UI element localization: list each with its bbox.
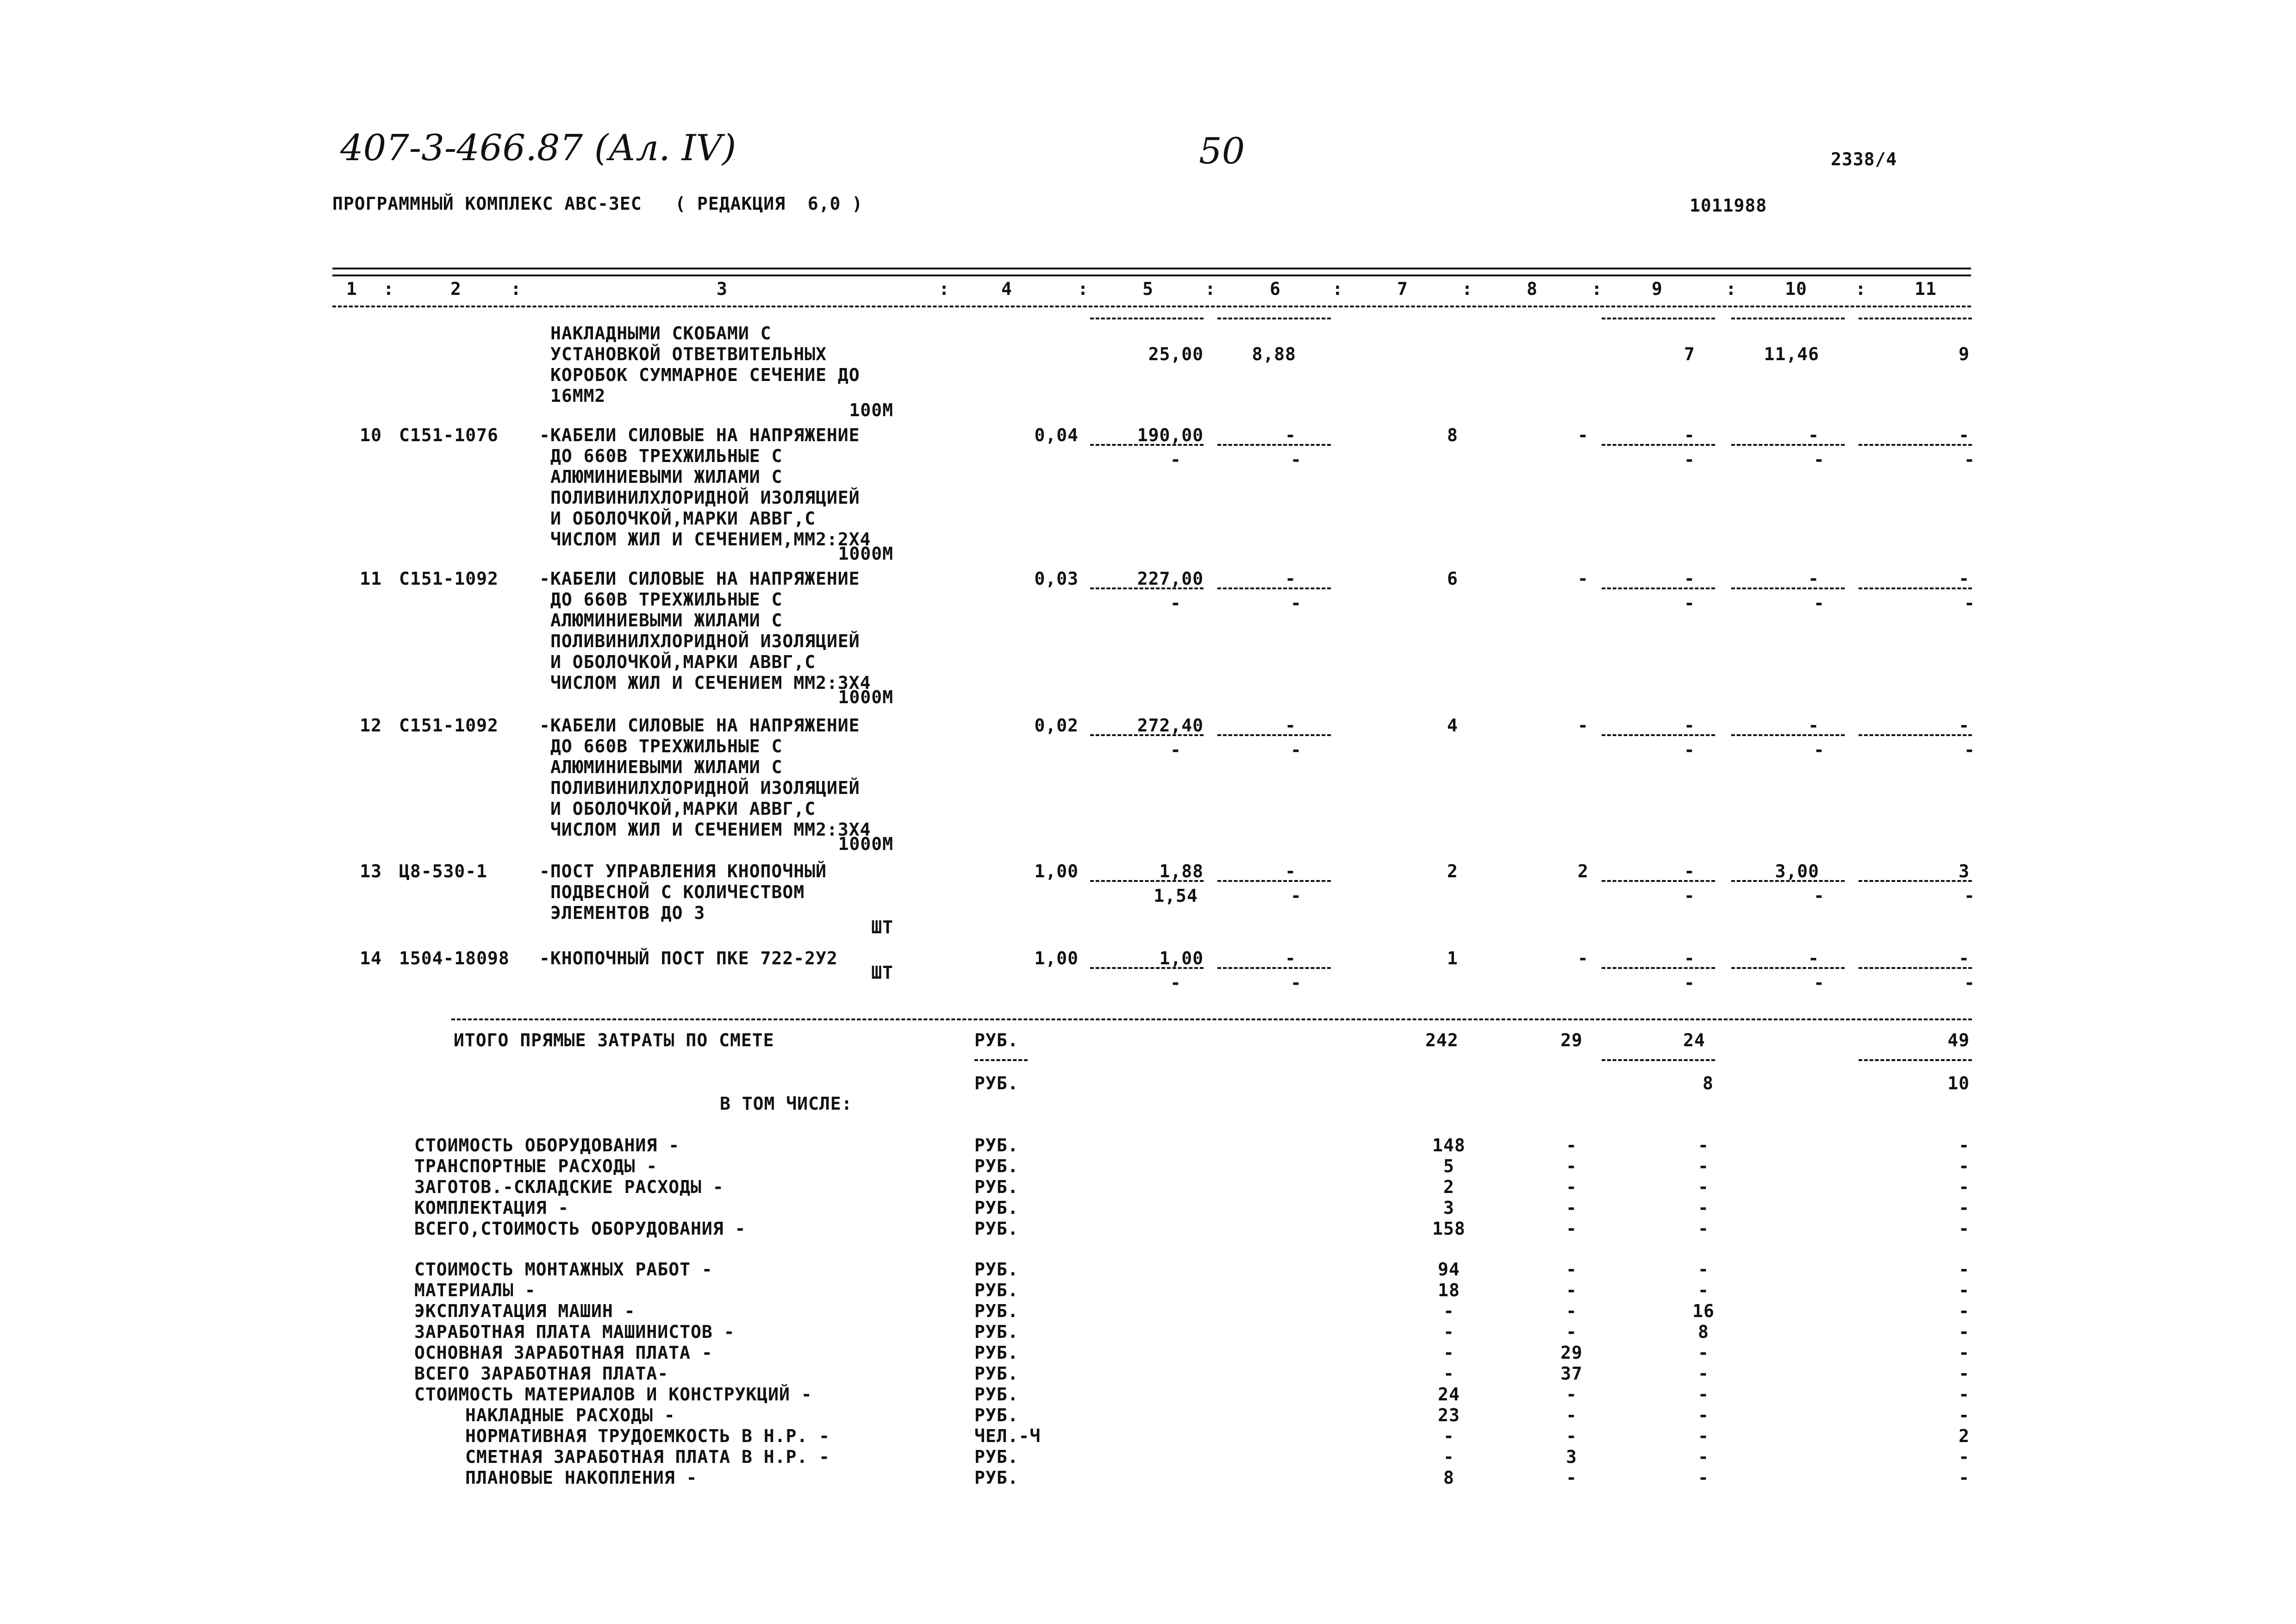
summary-col-9: 8 [1698, 1322, 1709, 1342]
total-sub-rule [1859, 1059, 1972, 1061]
item-code: С151-1092 [399, 568, 499, 589]
summary-unit: РУБ. [974, 1218, 1019, 1239]
sub-value-col-6: - [1291, 886, 1302, 906]
item-description-line: ПОЛИВИНИЛХЛОРИДНОЙ ИЗОЛЯЦИЕЙ [550, 487, 860, 508]
summary-col-8: - [1566, 1198, 1577, 1218]
value-col-10: - [1808, 425, 1819, 445]
item-description-line: -КАБЕЛИ СИЛОВЫЕ НА НАПРЯЖЕНИЕ [539, 715, 860, 736]
column-header-6: 6 [1270, 279, 1281, 299]
total-unit: РУБ. [974, 1030, 1019, 1050]
summary-col-7: - [1443, 1426, 1454, 1446]
summary-unit: РУБ. [974, 1447, 1019, 1467]
value-col-4: 1,00 [1034, 861, 1079, 881]
summary-unit: РУБ. [974, 1363, 1019, 1384]
sub-value-col-6: - [1291, 740, 1302, 760]
item-description-line: АЛЮМИНИЕВЫМИ ЖИЛАМИ С [550, 610, 783, 631]
value-col-9: 7 [1684, 344, 1695, 364]
value-rule [1090, 444, 1204, 446]
item-description-line: -КНОПОЧНЫЙ ПОСТ ПКЕ 722-2У2 [539, 948, 838, 968]
summary-label: ВСЕГО,СТОИМОСТЬ ОБОРУДОВАНИЯ - [414, 1218, 746, 1239]
value-col-9: - [1684, 861, 1695, 881]
item-description-line: АЛЮМИНИЕВЫМИ ЖИЛАМИ С [550, 757, 783, 777]
summary-col-7: - [1443, 1343, 1454, 1363]
value-col-11: - [1959, 425, 1970, 445]
summary-unit: РУБ. [974, 1259, 1019, 1280]
value-col-4: 0,02 [1034, 715, 1079, 736]
item-unit: 1000М [838, 543, 893, 564]
summary-col-11: - [1959, 1198, 1970, 1218]
sub-value-col-9: - [1684, 450, 1695, 470]
value-col-5: 1,00 [1159, 948, 1204, 968]
item-description-line: ЧИСЛОМ ЖИЛ И СЕЧЕНИЕМ ММ2:3Х4 [550, 673, 871, 693]
summary-col-9: - [1698, 1468, 1709, 1488]
summary-unit: РУБ. [974, 1301, 1019, 1321]
summary-col-9: - [1698, 1343, 1709, 1363]
item-number: 12 [360, 715, 382, 736]
column-header-9: 9 [1652, 279, 1663, 299]
summary-col-8: - [1566, 1384, 1577, 1405]
value-col-5: 25,00 [1148, 344, 1204, 364]
item-unit: 100М [849, 400, 893, 420]
item-description-line: -ПОСТ УПРАВЛЕНИЯ КНОПОЧНЫЙ [539, 861, 827, 881]
summary-label: ЗАРАБОТНАЯ ПЛАТА МАШИНИСТОВ - [414, 1322, 735, 1342]
summary-col-9: - [1698, 1135, 1709, 1156]
value-rule [1217, 587, 1331, 589]
sheet-code: 2338/4 [1831, 149, 1897, 169]
summary-unit: РУБ. [974, 1135, 1019, 1156]
value-rule [1090, 967, 1204, 969]
summary-col-7: 2 [1443, 1177, 1454, 1197]
program-title: ПРОГРАММНЫЙ КОМПЛЕКС АВС-3ЕС ( РЕДАКЦИЯ 6,0 ) [332, 194, 863, 214]
sub-value-col-9: - [1684, 973, 1695, 993]
summary-col-8: 29 [1560, 1343, 1583, 1363]
summary-unit: ЧЕЛ.-Ч [974, 1426, 1041, 1446]
value-col-5: 1,88 [1159, 861, 1204, 881]
summary-col-8: - [1566, 1156, 1577, 1176]
value-col-9: - [1684, 425, 1695, 445]
column-separator: : [1332, 279, 1343, 299]
value-col-6: - [1285, 568, 1296, 589]
summary-label: МАТЕРИАЛЫ - [414, 1280, 536, 1300]
document-number: 407-3-466.87 (Ал. IV) [340, 127, 736, 169]
value-col-6: - [1285, 715, 1296, 736]
summary-col-8: - [1566, 1426, 1577, 1446]
sub-value-col-9: - [1684, 740, 1695, 760]
item-description-line: ЧИСЛОМ ЖИЛ И СЕЧЕНИЕМ ММ2:3Х4 [550, 819, 871, 840]
sub-value-col-11: - [1964, 886, 1975, 906]
summary-label: СТОИМОСТЬ ОБОРУДОВАНИЯ - [414, 1135, 680, 1156]
summary-col-7: 158 [1432, 1218, 1466, 1239]
value-rule [1602, 880, 1715, 882]
summary-col-7: - [1443, 1363, 1454, 1384]
value-rule [1090, 880, 1204, 882]
value-col-7: 2 [1447, 861, 1458, 881]
summary-col-9: - [1698, 1259, 1709, 1280]
summary-label: НАКЛАДНЫЕ РАСХОДЫ - [465, 1405, 675, 1425]
item-unit: ШТ [871, 962, 893, 983]
value-col-8: - [1578, 948, 1589, 968]
summary-unit: РУБ. [974, 1343, 1019, 1363]
value-rule [1217, 967, 1331, 969]
column-header-11: 11 [1915, 279, 1937, 299]
value-rule [1602, 734, 1715, 736]
value-col-11: - [1959, 715, 1970, 736]
value-col-5: 190,00 [1137, 425, 1204, 445]
value-col-9: - [1684, 568, 1695, 589]
totals-rule [451, 1018, 1972, 1020]
value-rule [1602, 967, 1715, 969]
item-unit: 1000М [838, 687, 893, 707]
column-separator: : [1205, 279, 1216, 299]
sub-value-col-5: - [1170, 740, 1181, 760]
item-description-line: ЧИСЛОМ ЖИЛ И СЕЧЕНИЕМ,ММ2:2Х4 [550, 529, 871, 550]
summary-col-8: 37 [1560, 1363, 1583, 1384]
value-rule [1859, 318, 1972, 319]
summary-col-7: 148 [1432, 1135, 1466, 1156]
sub-value-col-10: - [1814, 593, 1825, 613]
value-rule [1602, 587, 1715, 589]
column-header-1: 1 [346, 279, 357, 299]
value-rule [1731, 444, 1845, 446]
value-col-8: - [1578, 425, 1589, 445]
summary-col-11: - [1959, 1156, 1970, 1176]
summary-col-8: - [1566, 1218, 1577, 1239]
column-separator: : [1078, 279, 1089, 299]
summary-col-8: - [1566, 1177, 1577, 1197]
summary-col-7: 94 [1438, 1259, 1460, 1280]
column-header-7: 7 [1397, 279, 1408, 299]
value-rule [1217, 880, 1331, 882]
item-description-line: ПОЛИВИНИЛХЛОРИДНОЙ ИЗОЛЯЦИЕЙ [550, 631, 860, 651]
sub-value-col-5: - [1170, 450, 1181, 470]
value-col-11: - [1959, 948, 1970, 968]
summary-label: ЗАГОТОВ.-СКЛАДСКИЕ РАСХОДЫ - [414, 1177, 724, 1197]
summary-col-11: - [1959, 1405, 1970, 1425]
column-separator: : [939, 279, 950, 299]
sub-value-col-6: - [1291, 450, 1302, 470]
summary-col-11: - [1959, 1301, 1970, 1321]
value-col-7: 4 [1447, 715, 1458, 736]
item-description-line: ПОДВЕСНОЙ С КОЛИЧЕСТВОМ [550, 882, 805, 902]
item-description-line: -КАБЕЛИ СИЛОВЫЕ НА НАПРЯЖЕНИЕ [539, 568, 860, 589]
item-description-line: И ОБОЛОЧКОЙ,МАРКИ АВВГ,С [550, 799, 816, 819]
item-code: 1504-18098 [399, 948, 510, 968]
value-col-4: 1,00 [1034, 948, 1079, 968]
summary-col-9: - [1698, 1177, 1709, 1197]
value-col-6: - [1285, 425, 1296, 445]
summary-label: ПЛАНОВЫЕ НАКОПЛЕНИЯ - [465, 1468, 698, 1488]
item-unit: ШТ [871, 917, 893, 937]
summary-unit: РУБ. [974, 1468, 1019, 1488]
summary-unit: РУБ. [974, 1384, 1019, 1405]
summary-col-9: - [1698, 1280, 1709, 1300]
sub-value-col-10: - [1814, 973, 1825, 993]
column-header-3: 3 [717, 279, 728, 299]
item-code: С151-1092 [399, 715, 499, 736]
summary-label: СМЕТНАЯ ЗАРАБОТНАЯ ПЛАТА В Н.Р. - [465, 1447, 830, 1467]
value-col-8: 2 [1578, 861, 1589, 881]
sub-value-col-10: - [1814, 740, 1825, 760]
summary-col-7: 8 [1443, 1468, 1454, 1488]
value-rule [1859, 880, 1972, 882]
value-col-7: 1 [1447, 948, 1458, 968]
summary-col-8: - [1566, 1468, 1577, 1488]
item-number: 13 [360, 861, 382, 881]
value-rule [1217, 318, 1331, 319]
value-rule [1859, 444, 1972, 446]
sub-value-col-5: 1,54 [1154, 886, 1198, 906]
item-description-line: ДО 660В ТРЕХЖИЛЬНЫЕ С [550, 589, 783, 610]
summary-label: НОРМАТИВНАЯ ТРУДОЕМКОСТЬ В Н.Р. - [465, 1426, 830, 1446]
item-description-line: 16ММ2 [550, 386, 606, 406]
value-col-5: 227,00 [1137, 568, 1204, 589]
total-label: ИТОГО ПРЯМЫЕ ЗАТРАТЫ ПО СМЕТЕ [454, 1030, 774, 1050]
summary-col-8: - [1566, 1135, 1577, 1156]
summary-col-8: - [1566, 1259, 1577, 1280]
total-unit-2: РУБ. [974, 1073, 1019, 1093]
total-unit-rule [974, 1059, 1028, 1061]
column-separator: : [1855, 279, 1866, 299]
column-header-10: 10 [1785, 279, 1807, 299]
table-top-rule [332, 268, 1971, 269]
summary-label: СТОИМОСТЬ МАТЕРИАЛОВ И КОНСТРУКЦИЙ - [414, 1384, 812, 1405]
sub-value-col-6: - [1291, 973, 1302, 993]
summary-col-7: 5 [1443, 1156, 1454, 1176]
summary-label: СТОИМОСТЬ МОНТАЖНЫХ РАБОТ - [414, 1259, 713, 1280]
summary-col-7: - [1443, 1447, 1454, 1467]
value-col-10: 11,46 [1764, 344, 1819, 364]
item-code: Ц8-530-1 [399, 861, 488, 881]
value-col-10: - [1808, 948, 1819, 968]
item-description-line: НАКЛАДНЫМИ СКОБАМИ С [550, 323, 772, 344]
summary-label: ЭКСПЛУАТАЦИЯ МАШИН - [414, 1301, 636, 1321]
summary-col-11: - [1959, 1218, 1970, 1239]
sub-value-col-11: - [1964, 740, 1975, 760]
total-sub-col-11: 10 [1947, 1073, 1970, 1093]
summary-col-11: - [1959, 1322, 1970, 1342]
column-header-8: 8 [1527, 279, 1538, 299]
summary-col-7: 3 [1443, 1198, 1454, 1218]
value-col-11: 9 [1959, 344, 1970, 364]
value-col-10: - [1808, 568, 1819, 589]
item-number: 14 [360, 948, 382, 968]
summary-unit: РУБ. [974, 1322, 1019, 1342]
summary-col-11: - [1959, 1468, 1970, 1488]
value-rule [1602, 318, 1715, 319]
value-rule [1090, 734, 1204, 736]
total-col-7: 242 [1425, 1030, 1459, 1050]
summary-col-7: 23 [1438, 1405, 1460, 1425]
total-sub-rule [1602, 1059, 1715, 1061]
summary-col-8: - [1566, 1280, 1577, 1300]
sub-value-col-10: - [1814, 450, 1825, 470]
summary-col-8: 3 [1566, 1447, 1577, 1467]
value-rule [1602, 444, 1715, 446]
value-col-7: 8 [1447, 425, 1458, 445]
sub-value-col-10: - [1814, 886, 1825, 906]
summary-col-11: - [1959, 1384, 1970, 1405]
column-header-2: 2 [450, 279, 462, 299]
item-number: 10 [360, 425, 382, 445]
item-description-line: ДО 660В ТРЕХЖИЛЬНЫЕ С [550, 736, 783, 756]
summary-col-9: - [1698, 1198, 1709, 1218]
value-col-4: 0,04 [1034, 425, 1079, 445]
total-col-9: 24 [1683, 1030, 1705, 1050]
value-rule [1859, 734, 1972, 736]
summary-col-8: - [1566, 1322, 1577, 1342]
column-separator: : [383, 279, 394, 299]
page-number: 50 [1199, 131, 1245, 172]
value-col-6: 8,88 [1252, 344, 1296, 364]
item-number: 11 [360, 568, 382, 589]
summary-col-11: - [1959, 1135, 1970, 1156]
value-col-5: 272,40 [1137, 715, 1204, 736]
value-col-11: 3 [1959, 861, 1970, 881]
summary-col-11: - [1959, 1343, 1970, 1363]
value-rule [1731, 318, 1845, 319]
summary-col-9: - [1698, 1384, 1709, 1405]
summary-unit: РУБ. [974, 1405, 1019, 1425]
value-col-8: - [1578, 568, 1589, 589]
value-col-7: 6 [1447, 568, 1458, 589]
summary-col-7: - [1443, 1322, 1454, 1342]
summary-col-11: - [1959, 1259, 1970, 1280]
value-rule [1090, 587, 1204, 589]
header-bottom-rule [332, 306, 1971, 307]
value-col-10: - [1808, 715, 1819, 736]
item-description-line: ПОЛИВИНИЛХЛОРИДНОЙ ИЗОЛЯЦИЕЙ [550, 778, 860, 798]
column-separator: : [1591, 279, 1603, 299]
sub-value-col-6: - [1291, 593, 1302, 613]
total-col-8: 29 [1560, 1030, 1583, 1050]
sub-value-col-11: - [1964, 593, 1975, 613]
value-rule [1859, 587, 1972, 589]
summary-col-11: - [1959, 1177, 1970, 1197]
total-sub-col-9: 8 [1703, 1073, 1714, 1093]
value-col-11: - [1959, 568, 1970, 589]
value-col-10: 3,00 [1775, 861, 1819, 881]
summary-label: КОМПЛЕКТАЦИЯ - [414, 1198, 569, 1218]
summary-col-8: - [1566, 1301, 1577, 1321]
item-description-line: -КАБЕЛИ СИЛОВЫЕ НА НАПРЯЖЕНИЕ [539, 425, 860, 445]
sub-value-col-5: - [1170, 973, 1181, 993]
summary-col-11: - [1959, 1363, 1970, 1384]
summary-col-9: 16 [1692, 1301, 1715, 1321]
summary-col-7: - [1443, 1301, 1454, 1321]
item-code: С151-1076 [399, 425, 499, 445]
item-description-line: И ОБОЛОЧКОЙ,МАРКИ АВВГ,С [550, 508, 816, 529]
summary-col-9: - [1698, 1426, 1709, 1446]
total-col-11: 49 [1947, 1030, 1970, 1050]
summary-unit: РУБ. [974, 1177, 1019, 1197]
summary-unit: РУБ. [974, 1280, 1019, 1300]
item-unit: 1000М [838, 834, 893, 854]
value-col-9: - [1684, 715, 1695, 736]
value-col-9: - [1684, 948, 1695, 968]
summary-label: ТРАНСПОРТНЫЕ РАСХОДЫ - [414, 1156, 658, 1176]
including-heading: В ТОМ ЧИСЛЕ: [720, 1093, 853, 1114]
summary-col-9: - [1698, 1156, 1709, 1176]
column-separator: : [511, 279, 522, 299]
summary-col-11: - [1959, 1447, 1970, 1467]
value-rule [1731, 587, 1845, 589]
table-top-rule-2 [332, 275, 1971, 276]
summary-label: ОСНОВНАЯ ЗАРАБОТНАЯ ПЛАТА - [414, 1343, 713, 1363]
date-code: 1011988 [1690, 195, 1767, 216]
summary-col-8: - [1566, 1405, 1577, 1425]
column-header-4: 4 [1001, 279, 1012, 299]
summary-unit: РУБ. [974, 1198, 1019, 1218]
summary-col-9: - [1698, 1447, 1709, 1467]
sub-value-col-9: - [1684, 593, 1695, 613]
value-rule [1731, 880, 1845, 882]
value-rule [1217, 734, 1331, 736]
value-rule [1731, 967, 1845, 969]
summary-col-9: - [1698, 1218, 1709, 1239]
value-col-8: - [1578, 715, 1589, 736]
value-rule [1859, 967, 1972, 969]
item-description-line: ДО 660В ТРЕХЖИЛЬНЫЕ С [550, 446, 783, 466]
item-description-line: КОРОБОК СУММАРНОЕ СЕЧЕНИЕ ДО [550, 365, 860, 385]
value-col-6: - [1285, 861, 1296, 881]
item-description-line: И ОБОЛОЧКОЙ,МАРКИ АВВГ,С [550, 652, 816, 672]
summary-col-11: - [1959, 1280, 1970, 1300]
value-rule [1731, 734, 1845, 736]
value-col-4: 0,03 [1034, 568, 1079, 589]
summary-col-11: 2 [1959, 1426, 1970, 1446]
summary-col-7: 24 [1438, 1384, 1460, 1405]
sub-value-col-11: - [1964, 450, 1975, 470]
sub-value-col-9: - [1684, 886, 1695, 906]
summary-col-9: - [1698, 1405, 1709, 1425]
sub-value-col-11: - [1964, 973, 1975, 993]
summary-unit: РУБ. [974, 1156, 1019, 1176]
column-header-5: 5 [1142, 279, 1154, 299]
column-separator: : [1726, 279, 1737, 299]
summary-label: ВСЕГО ЗАРАБОТНАЯ ПЛАТА- [414, 1363, 669, 1384]
item-description-line: ЭЛЕМЕНТОВ ДО 3 [550, 903, 705, 923]
sub-value-col-5: - [1170, 593, 1181, 613]
value-rule [1090, 318, 1204, 319]
summary-col-9: - [1698, 1363, 1709, 1384]
column-separator: : [1462, 279, 1473, 299]
summary-col-7: 18 [1438, 1280, 1460, 1300]
item-description-line: АЛЮМИНИЕВЫМИ ЖИЛАМИ С [550, 467, 783, 487]
value-rule [1217, 444, 1331, 446]
value-col-6: - [1285, 948, 1296, 968]
item-description-line: УСТАНОВКОЙ ОТВЕТВИТЕЛЬНЫХ [550, 344, 827, 364]
